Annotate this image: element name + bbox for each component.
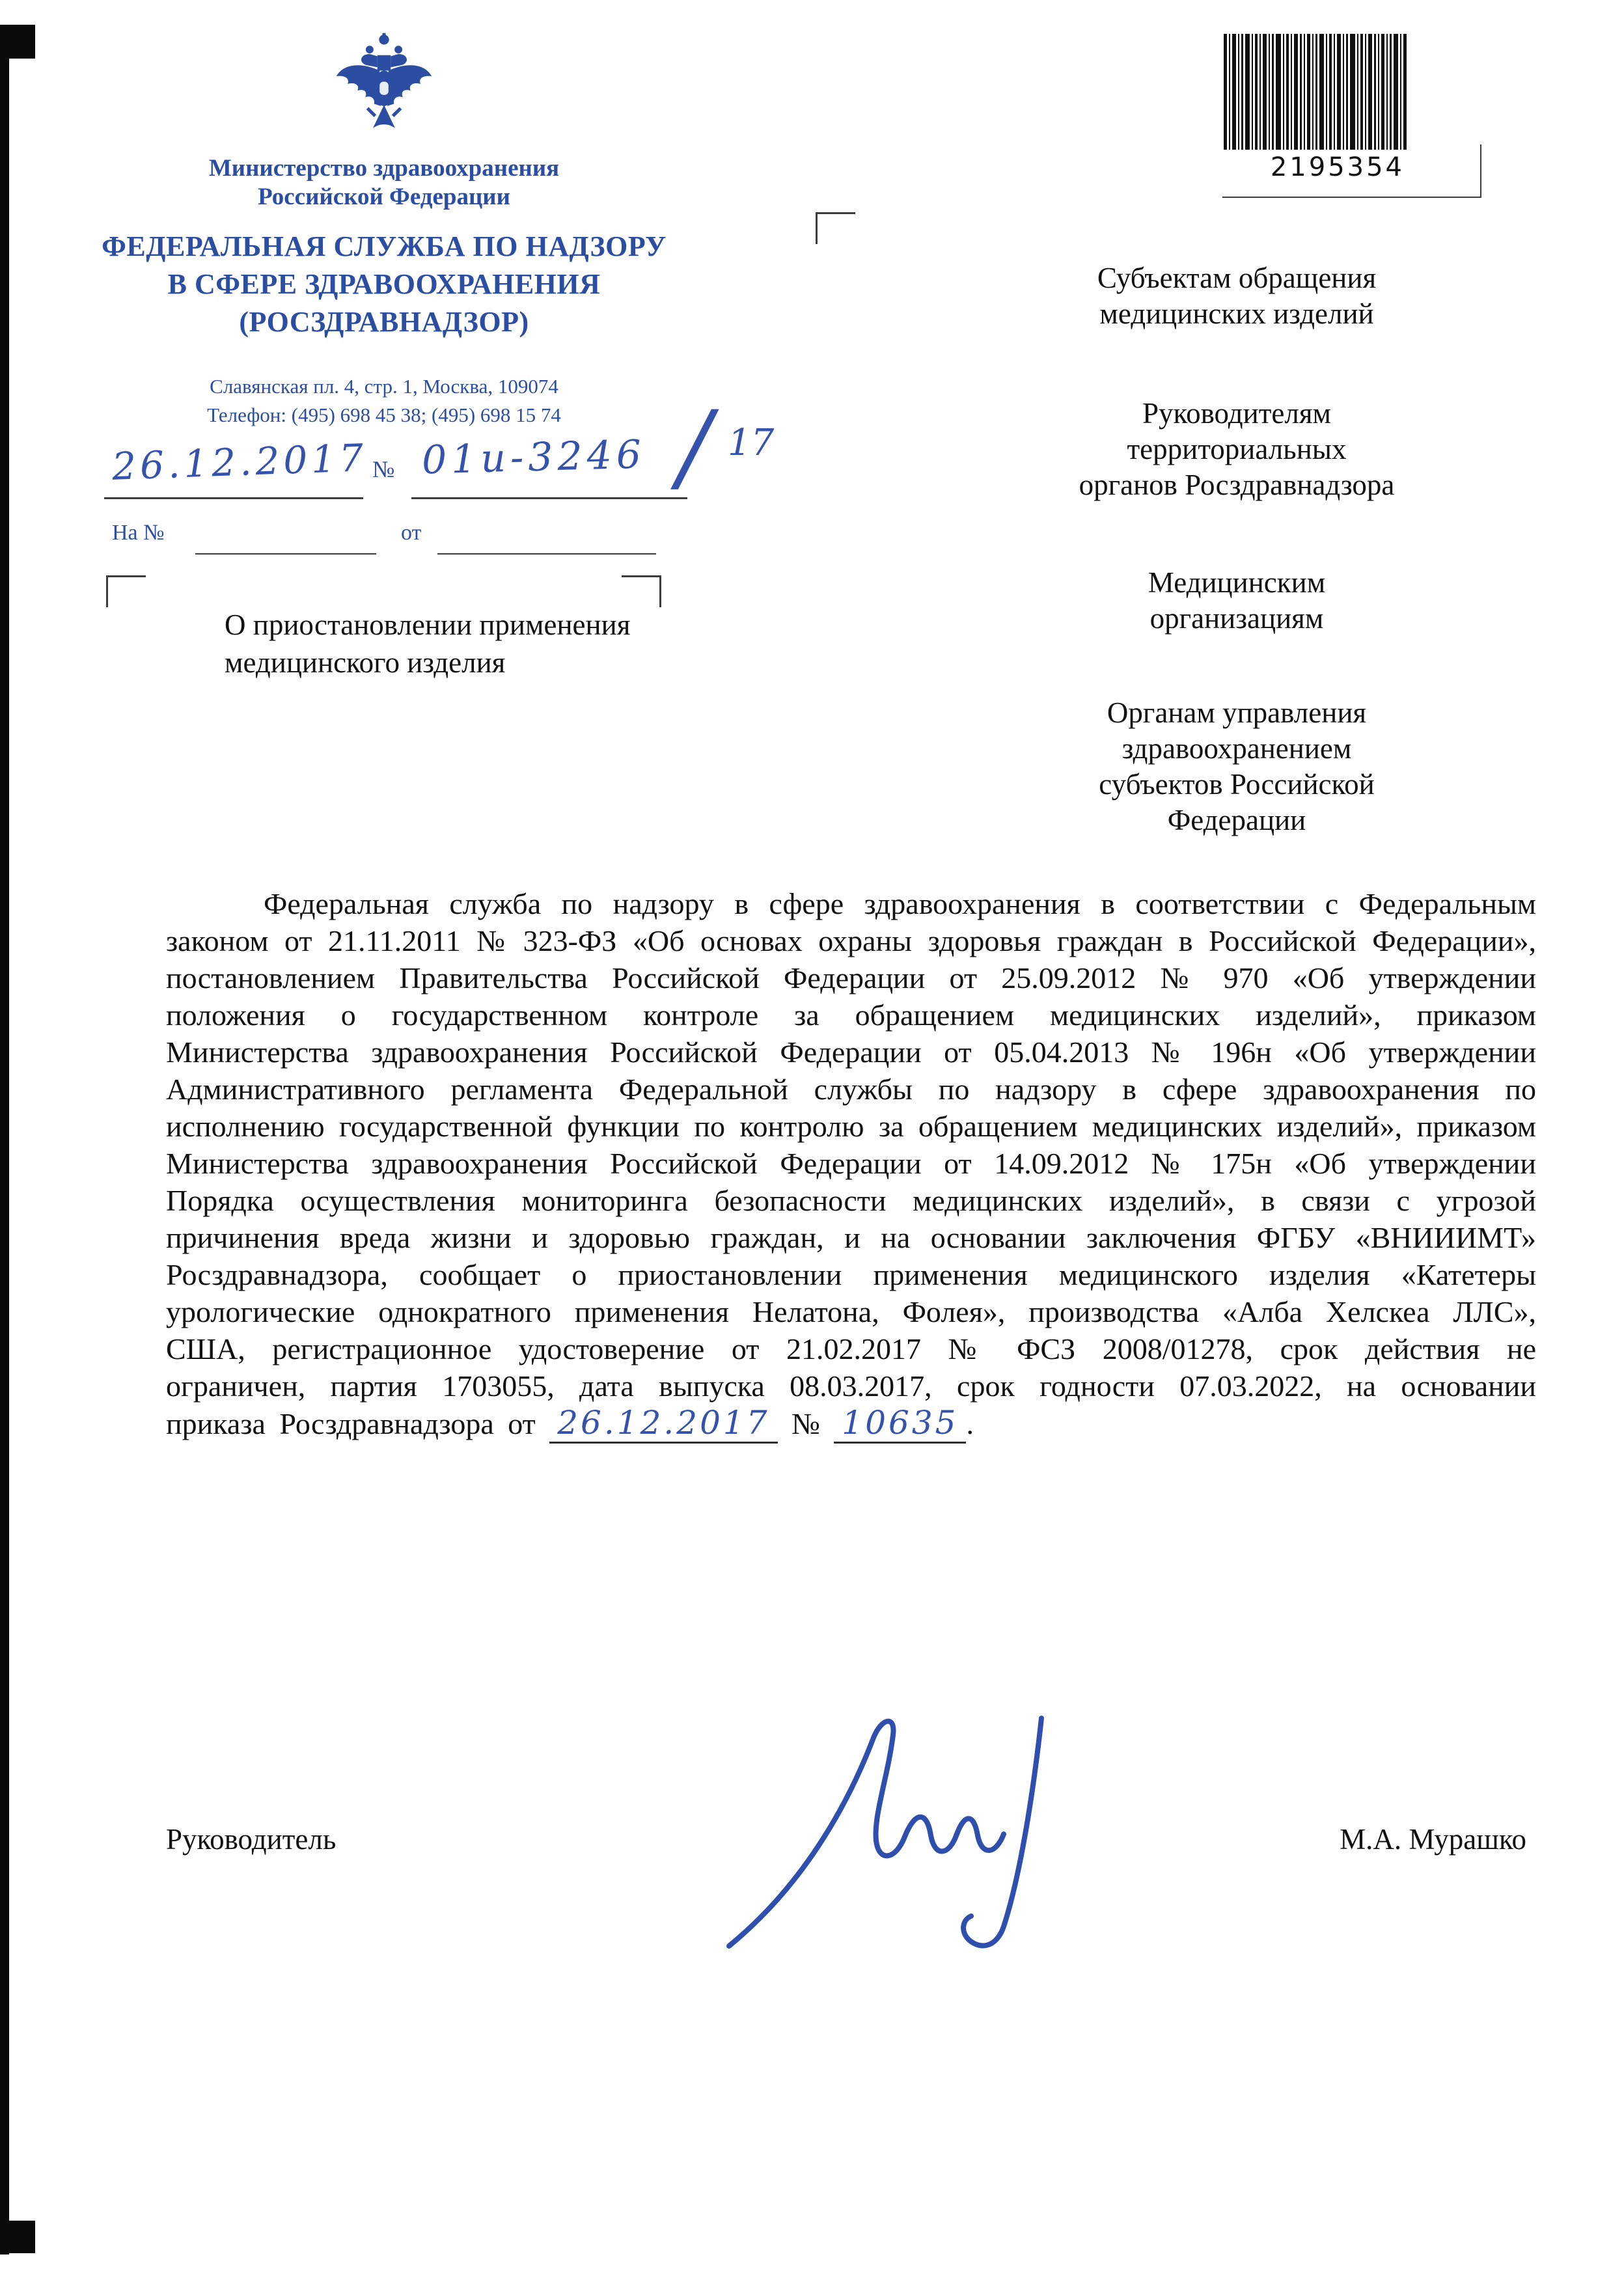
- barcode: [1224, 34, 1409, 182]
- addressee-line: территориальных: [1127, 433, 1347, 465]
- scan-artifact-left-edge: [0, 26, 9, 2255]
- address-line: Славянская пл. 4, стр. 1, Москва, 109074: [210, 375, 558, 398]
- addressee-line: здравоохранением: [1122, 732, 1352, 765]
- form-blank-line: [411, 497, 687, 499]
- addressee-line: Органам управления: [1107, 696, 1367, 729]
- form-blank-line: [195, 553, 376, 555]
- corner-mark: [622, 575, 661, 607]
- handwritten-number: 01и-3246: [421, 432, 646, 484]
- addressee-item: [944, 396, 1530, 503]
- form-blank-line: [104, 497, 363, 499]
- ministry-line: Министерство здравоохранения: [208, 155, 560, 182]
- scan-artifact-top-left: [0, 25, 35, 59]
- service-line: ФЕДЕРАЛЬНАЯ СЛУЖБА ПО НАДЗОРУ: [102, 230, 667, 262]
- corner-mark: [106, 575, 146, 607]
- form-blank-line: [437, 553, 656, 555]
- addressee-line: Федерации: [1167, 804, 1306, 836]
- number-sign-label: №: [372, 456, 395, 482]
- barcode-bars-icon: [1224, 34, 1409, 150]
- handwritten-year: 17: [728, 422, 775, 464]
- ministry-line: Российской Федерации: [258, 184, 510, 211]
- addressee-line: органов Росздравнадзора: [1079, 469, 1395, 501]
- reply-to-date-label: от: [401, 521, 422, 545]
- addressee-line: организациям: [1149, 602, 1324, 635]
- body-text: Федеральная служба по надзору в сфере здравоохранения в соответствии с Федеральным законом от 21.11.2011 № 323-ФЗ «Об основах охраны здоровья граждан в Российской Федерации», постановлением Правительства Российской Федерации от 25.09.2012 № 970 «Об утверждении положения о государственном контроле за обращением медицинских изделий», приказом Министерства здравоохранения Российской Федерации от 05.04.2013 № 196н «Об утверждении Административного регламента Федеральной службы по надзору в сфере здравоохранения по исполнению государственной функции по контролю за обращением медицинских изделий», приказом Министерства здравоохранения Российской Федерации от 14.09.2012 № 175н «Об утверждении Порядка осуществления мониторинга безопасности медицинских изделий», в связи с угрозой причинения вреда жизни и здоровью граждан, и на основании заключения ФГБУ «ВНИИИМТ» Росздравнадзора, сообщает о приостановлении применения медицинского изделия «Катетеры урологические однократного применения Нелатона, Фолея», производства «Алба Хелскеа ЛЛС», США, регистрационное удостоверение от 21.02.2017 № ФСЗ 2008/01278, срок действия не ограничен, партия 1703055, дата выпуска 08.03.2017, срок годности 07.03.2022, на основании приказа Росздравнадзора от: [166, 887, 1536, 1440]
- addressee-line: субъектов Российской: [1099, 768, 1375, 801]
- phone-line: Телефон: (495) 698 45 38; (495) 698 15 74: [207, 404, 561, 427]
- handwritten-slash: /: [678, 391, 711, 504]
- corner-mark: [816, 212, 855, 244]
- addressee-item: [944, 565, 1530, 637]
- service-line: В СФЕРЕ ЗДРАВООХРАНЕНИЯ: [167, 267, 601, 300]
- ministry-name: [62, 154, 706, 212]
- body-period: .: [966, 1407, 974, 1440]
- addressee-item: [944, 695, 1530, 838]
- subject-line: О приостановлении применения медицинского изделия: [225, 609, 631, 679]
- service-line: (РОСЗДРАВНАДЗОР): [239, 305, 529, 338]
- addressee-line: Руководителям: [1142, 397, 1331, 430]
- handwritten-order-date: 26.12.2017: [549, 1404, 777, 1444]
- scan-artifact-bottom-left: [0, 2221, 35, 2253]
- signer-name: М.А. Мурашко: [1340, 1823, 1526, 1856]
- coat-of-arms-icon: [329, 29, 439, 146]
- addressee-line: Субъектам обращения: [1097, 262, 1377, 294]
- addressee-item: [944, 260, 1530, 332]
- addressee-line: медицинских изделий: [1099, 297, 1374, 330]
- reply-to-number-label: На №: [112, 521, 165, 545]
- addressee-line: Медицинским: [1148, 566, 1326, 599]
- body-paragraph: [166, 885, 1536, 1442]
- handwritten-order-number: 10635: [834, 1404, 966, 1444]
- body-number-sign: №: [777, 1407, 834, 1440]
- barcode-number: 2195354: [1270, 152, 1405, 182]
- letterhead: [62, 29, 706, 427]
- signer-title: Руководитель: [166, 1823, 337, 1856]
- service-name: [62, 228, 706, 341]
- handwritten-date: 26.12.2017: [111, 435, 368, 489]
- signature-autograph-icon: [703, 1692, 1067, 1966]
